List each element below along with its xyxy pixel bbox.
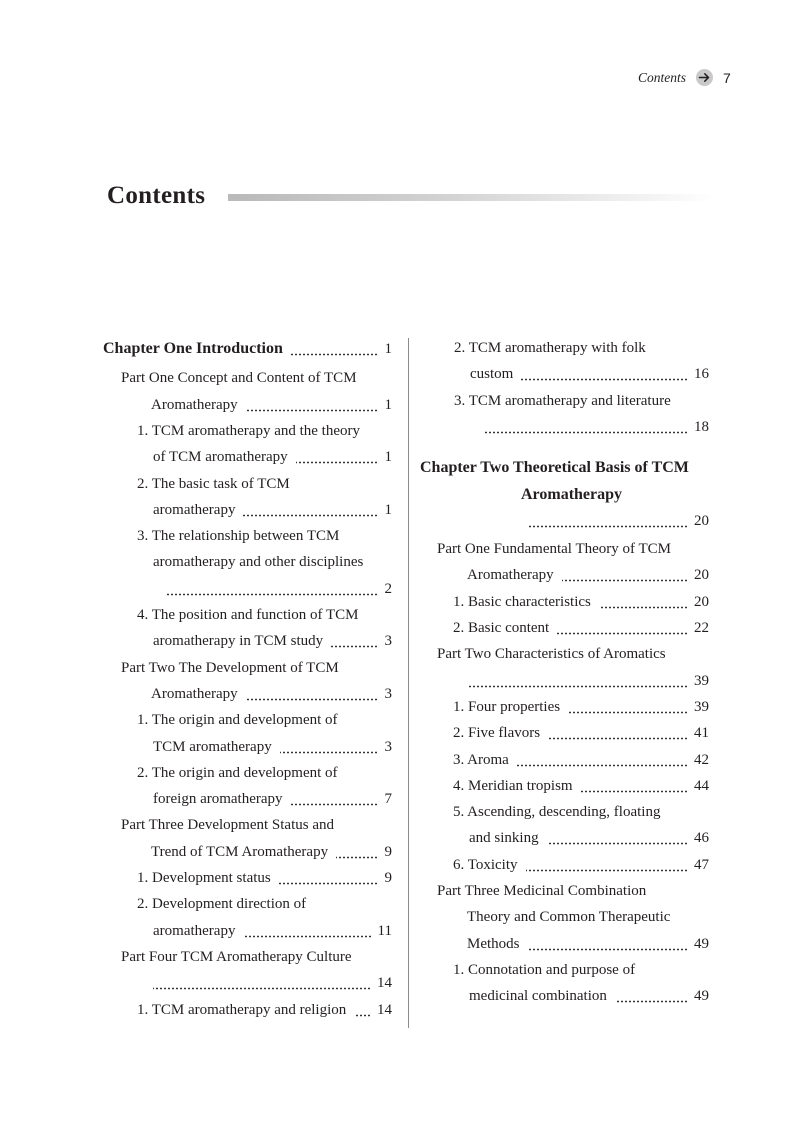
toc-entry-text: aromatherapy [153, 501, 236, 518]
toc-entry[interactable] [103, 760, 392, 786]
toc-page-number: 11 [377, 922, 392, 939]
toc-entry-text: 1. Basic characteristics [453, 593, 591, 610]
dot-leader [291, 803, 378, 806]
toc-page-number: 42 [694, 751, 709, 768]
toc-entry-text: 4. The position and function of TCM [137, 607, 359, 623]
dot-leader [331, 645, 378, 648]
toc-entry-text: 1. Connotation and purpose of [453, 961, 636, 978]
toc-entry-text: 4. Meridian tropism [453, 777, 573, 794]
toc-entry-text: Aromatherapy [467, 567, 554, 584]
toc-entry[interactable] [103, 523, 392, 549]
toc-entry-text: Chapter Two Theoretical Basis of TCM [420, 459, 689, 477]
toc-entry[interactable] [420, 694, 709, 720]
dot-leader [280, 751, 378, 754]
toc-entry-text: Part Three Medicinal Combination [437, 883, 647, 899]
column-divider [408, 338, 409, 1028]
dot-leader [557, 632, 688, 635]
toc-entry[interactable] [103, 865, 392, 891]
toc-page-number: 1 [384, 501, 392, 518]
toc-page-number: 39 [694, 698, 709, 715]
toc-entry[interactable] [420, 361, 709, 387]
toc-entry[interactable] [420, 825, 709, 851]
toc-page-number: 14 [377, 1001, 392, 1018]
toc-entry[interactable] [420, 388, 709, 414]
toc-entry-text: aromatherapy and other disciplines [153, 554, 364, 571]
dot-leader [153, 987, 371, 990]
toc-page-number: 9 [384, 843, 392, 860]
toc-entry[interactable] [103, 602, 392, 628]
toc-page-number: 47 [694, 856, 709, 873]
toc-entry-text: 2. Development direction of [137, 896, 307, 913]
toc-page-number: 3 [384, 685, 392, 702]
toc-entry[interactable] [420, 335, 709, 361]
dot-leader [291, 353, 378, 356]
toc-page-number: 49 [694, 988, 709, 1005]
toc-page-number: 1 [384, 396, 392, 413]
toc-page-number: 49 [694, 935, 709, 952]
dot-leader [562, 579, 688, 582]
toc-entry-text: 2. Five flavors [453, 725, 541, 742]
dot-leader [296, 461, 378, 464]
toc-entry[interactable] [420, 747, 709, 773]
toc-entry-text: Part Two The Development of TCM [121, 659, 339, 676]
toc-entry-text: 2. The origin and development of [137, 764, 338, 781]
toc-entry-text: 3. Aroma [453, 751, 509, 768]
toc-entry[interactable] [103, 549, 392, 575]
toc-entry-text: Part Four TCM Aromatherapy Culture [121, 948, 352, 965]
toc-entry-text: 3. TCM aromatherapy and literature [454, 392, 671, 409]
toc-chapter-entry[interactable] [420, 482, 709, 508]
toc-entry-text: medicinal combination [469, 988, 607, 1005]
dot-leader [599, 606, 688, 609]
toc-page-number: 41 [694, 725, 709, 742]
dot-leader [484, 431, 688, 434]
toc-chapter-entry[interactable] [420, 455, 709, 481]
toc-entry[interactable] [103, 365, 392, 391]
dot-leader [528, 525, 688, 528]
toc-entry-text: TCM aromatherapy [153, 738, 272, 755]
dot-leader [336, 856, 378, 859]
toc-entry[interactable] [103, 707, 392, 733]
toc-entry-text: Theory and Common Therapeutic [467, 909, 671, 926]
toc-entry-text: Part Two Characteristics of Aromatics [437, 646, 666, 663]
toc-page-number: 14 [377, 975, 392, 992]
toc-page-number: 3 [384, 633, 392, 650]
toc-entry-text: foreign aromatherapy [153, 791, 283, 808]
toc-entry-text: of TCM aromatherapy [153, 449, 288, 466]
toc-entry-text: 1. Four properties [453, 698, 561, 715]
toc-entry[interactable] [103, 392, 392, 418]
toc-entry[interactable] [420, 957, 709, 983]
toc-entry[interactable] [103, 681, 392, 707]
toc-entry-text: aromatherapy [153, 922, 236, 939]
toc-entry-text: Aromatherapy [151, 396, 238, 413]
toc-entry-text: custom [470, 366, 514, 383]
toc-entry-text: 1. The origin and development of [137, 712, 338, 729]
toc-entry-text: 5. Ascending, descending, floating [453, 804, 661, 821]
dot-leader [517, 764, 688, 767]
dot-leader [243, 935, 372, 938]
dot-leader [243, 514, 378, 517]
toc-entry[interactable] [103, 812, 392, 838]
toc-entry[interactable] [103, 418, 392, 444]
toc-page-number: 2 [384, 580, 392, 597]
toc-chapter-entry[interactable] [103, 336, 392, 362]
toc-page-number: 20 [694, 567, 709, 584]
toc-entry[interactable] [103, 628, 392, 654]
dot-leader [246, 698, 378, 701]
toc-entry-text: 1. Development status [137, 870, 271, 886]
toc-entry[interactable] [103, 471, 392, 497]
dot-leader [547, 842, 688, 845]
toc-page-number: 39 [694, 672, 709, 689]
toc-entry[interactable] [420, 641, 709, 667]
toc-entry[interactable] [420, 904, 709, 930]
toc-entry[interactable] [420, 720, 709, 746]
toc-entry[interactable] [420, 589, 709, 615]
toc-entry[interactable] [103, 944, 392, 970]
toc-entry[interactable] [420, 931, 709, 957]
title-rule [228, 194, 716, 201]
toc-page-number: 1 [384, 341, 392, 357]
toc-entry-text: 1. TCM aromatherapy and the theory [137, 422, 360, 439]
page-title: Contents [107, 182, 206, 209]
dot-leader [526, 869, 688, 872]
toc-entry[interactable] [420, 414, 709, 440]
toc-entry-text: and sinking [469, 830, 539, 847]
toc-entry-text: 2. The basic task of TCM [137, 475, 290, 492]
toc-entry-text: Aromatherapy [151, 685, 238, 702]
dot-leader [548, 737, 688, 740]
toc-page-number: 22 [694, 620, 709, 636]
toc-entry[interactable] [420, 878, 709, 904]
toc-entry[interactable] [420, 983, 709, 1009]
arrow-right-glyph [698, 71, 711, 84]
dot-leader [246, 409, 378, 412]
toc-entry[interactable] [420, 773, 709, 799]
toc-entry[interactable] [103, 918, 392, 944]
dot-leader [167, 593, 378, 596]
toc-entry-text: 1. TCM aromatherapy and religion [137, 1001, 347, 1018]
toc-page-number: 7 [384, 791, 392, 808]
dot-leader [615, 1000, 688, 1003]
dot-leader [528, 948, 688, 951]
toc-page-number: 9 [384, 870, 392, 886]
toc-page-number: 16 [694, 366, 709, 383]
toc-entry-text: 2. TCM aromatherapy with folk [454, 340, 646, 356]
toc-page-number: 3 [384, 738, 392, 755]
toc-entry[interactable] [103, 786, 392, 812]
toc-entry-text: 6. Toxicity [453, 856, 518, 873]
toc-entry[interactable] [420, 852, 709, 878]
toc-entry-text: Methods [467, 935, 520, 952]
toc-entry[interactable] [103, 576, 392, 602]
dot-leader [568, 711, 688, 714]
page-number: 7 [723, 70, 731, 86]
toc-entry[interactable] [103, 970, 392, 996]
toc-entry-text: Aromatherapy [521, 485, 623, 503]
toc-entry[interactable] [103, 839, 392, 865]
toc-entry-text: 3. The relationship between TCM [137, 528, 340, 545]
dot-leader [279, 882, 378, 885]
toc-entry-text: Chapter One Introduction [103, 340, 283, 357]
toc-entry[interactable] [420, 536, 709, 562]
running-title: Contents [638, 70, 687, 85]
dot-leader [581, 790, 688, 793]
toc-page-number: 46 [694, 830, 709, 847]
toc-page-number: 1 [384, 449, 392, 466]
toc-entry-text: 2. Basic content [453, 620, 550, 636]
toc-page-number: 20 [694, 593, 709, 610]
toc-page-number: 20 [694, 512, 709, 529]
toc-entry[interactable] [420, 615, 709, 641]
toc-entry[interactable] [103, 444, 392, 470]
arrow-right-icon [696, 69, 713, 86]
toc-entry-text: Part One Fundamental Theory of TCM [437, 541, 671, 558]
toc-entry-text: aromatherapy in TCM study [153, 633, 324, 650]
toc-entry[interactable] [420, 508, 709, 534]
toc-entry[interactable] [103, 997, 392, 1023]
dot-leader [521, 378, 688, 381]
dot-leader [468, 685, 688, 688]
toc-entry[interactable] [103, 497, 392, 523]
toc-entry[interactable] [420, 799, 709, 825]
toc-entry[interactable] [420, 668, 709, 694]
toc-entry-text: Trend of TCM Aromatherapy [151, 843, 329, 860]
toc-entry[interactable] [420, 562, 709, 588]
toc-page-number: 18 [694, 418, 709, 435]
toc-entry-text: Part One Concept and Content of TCM [121, 370, 357, 387]
toc-entry[interactable] [103, 734, 392, 760]
toc-entry-text: Part Three Development Status and [121, 817, 335, 834]
toc-page-number: 44 [694, 777, 709, 794]
toc-entry[interactable] [103, 655, 392, 681]
toc-entry[interactable] [103, 891, 392, 917]
dot-leader [354, 1014, 371, 1017]
